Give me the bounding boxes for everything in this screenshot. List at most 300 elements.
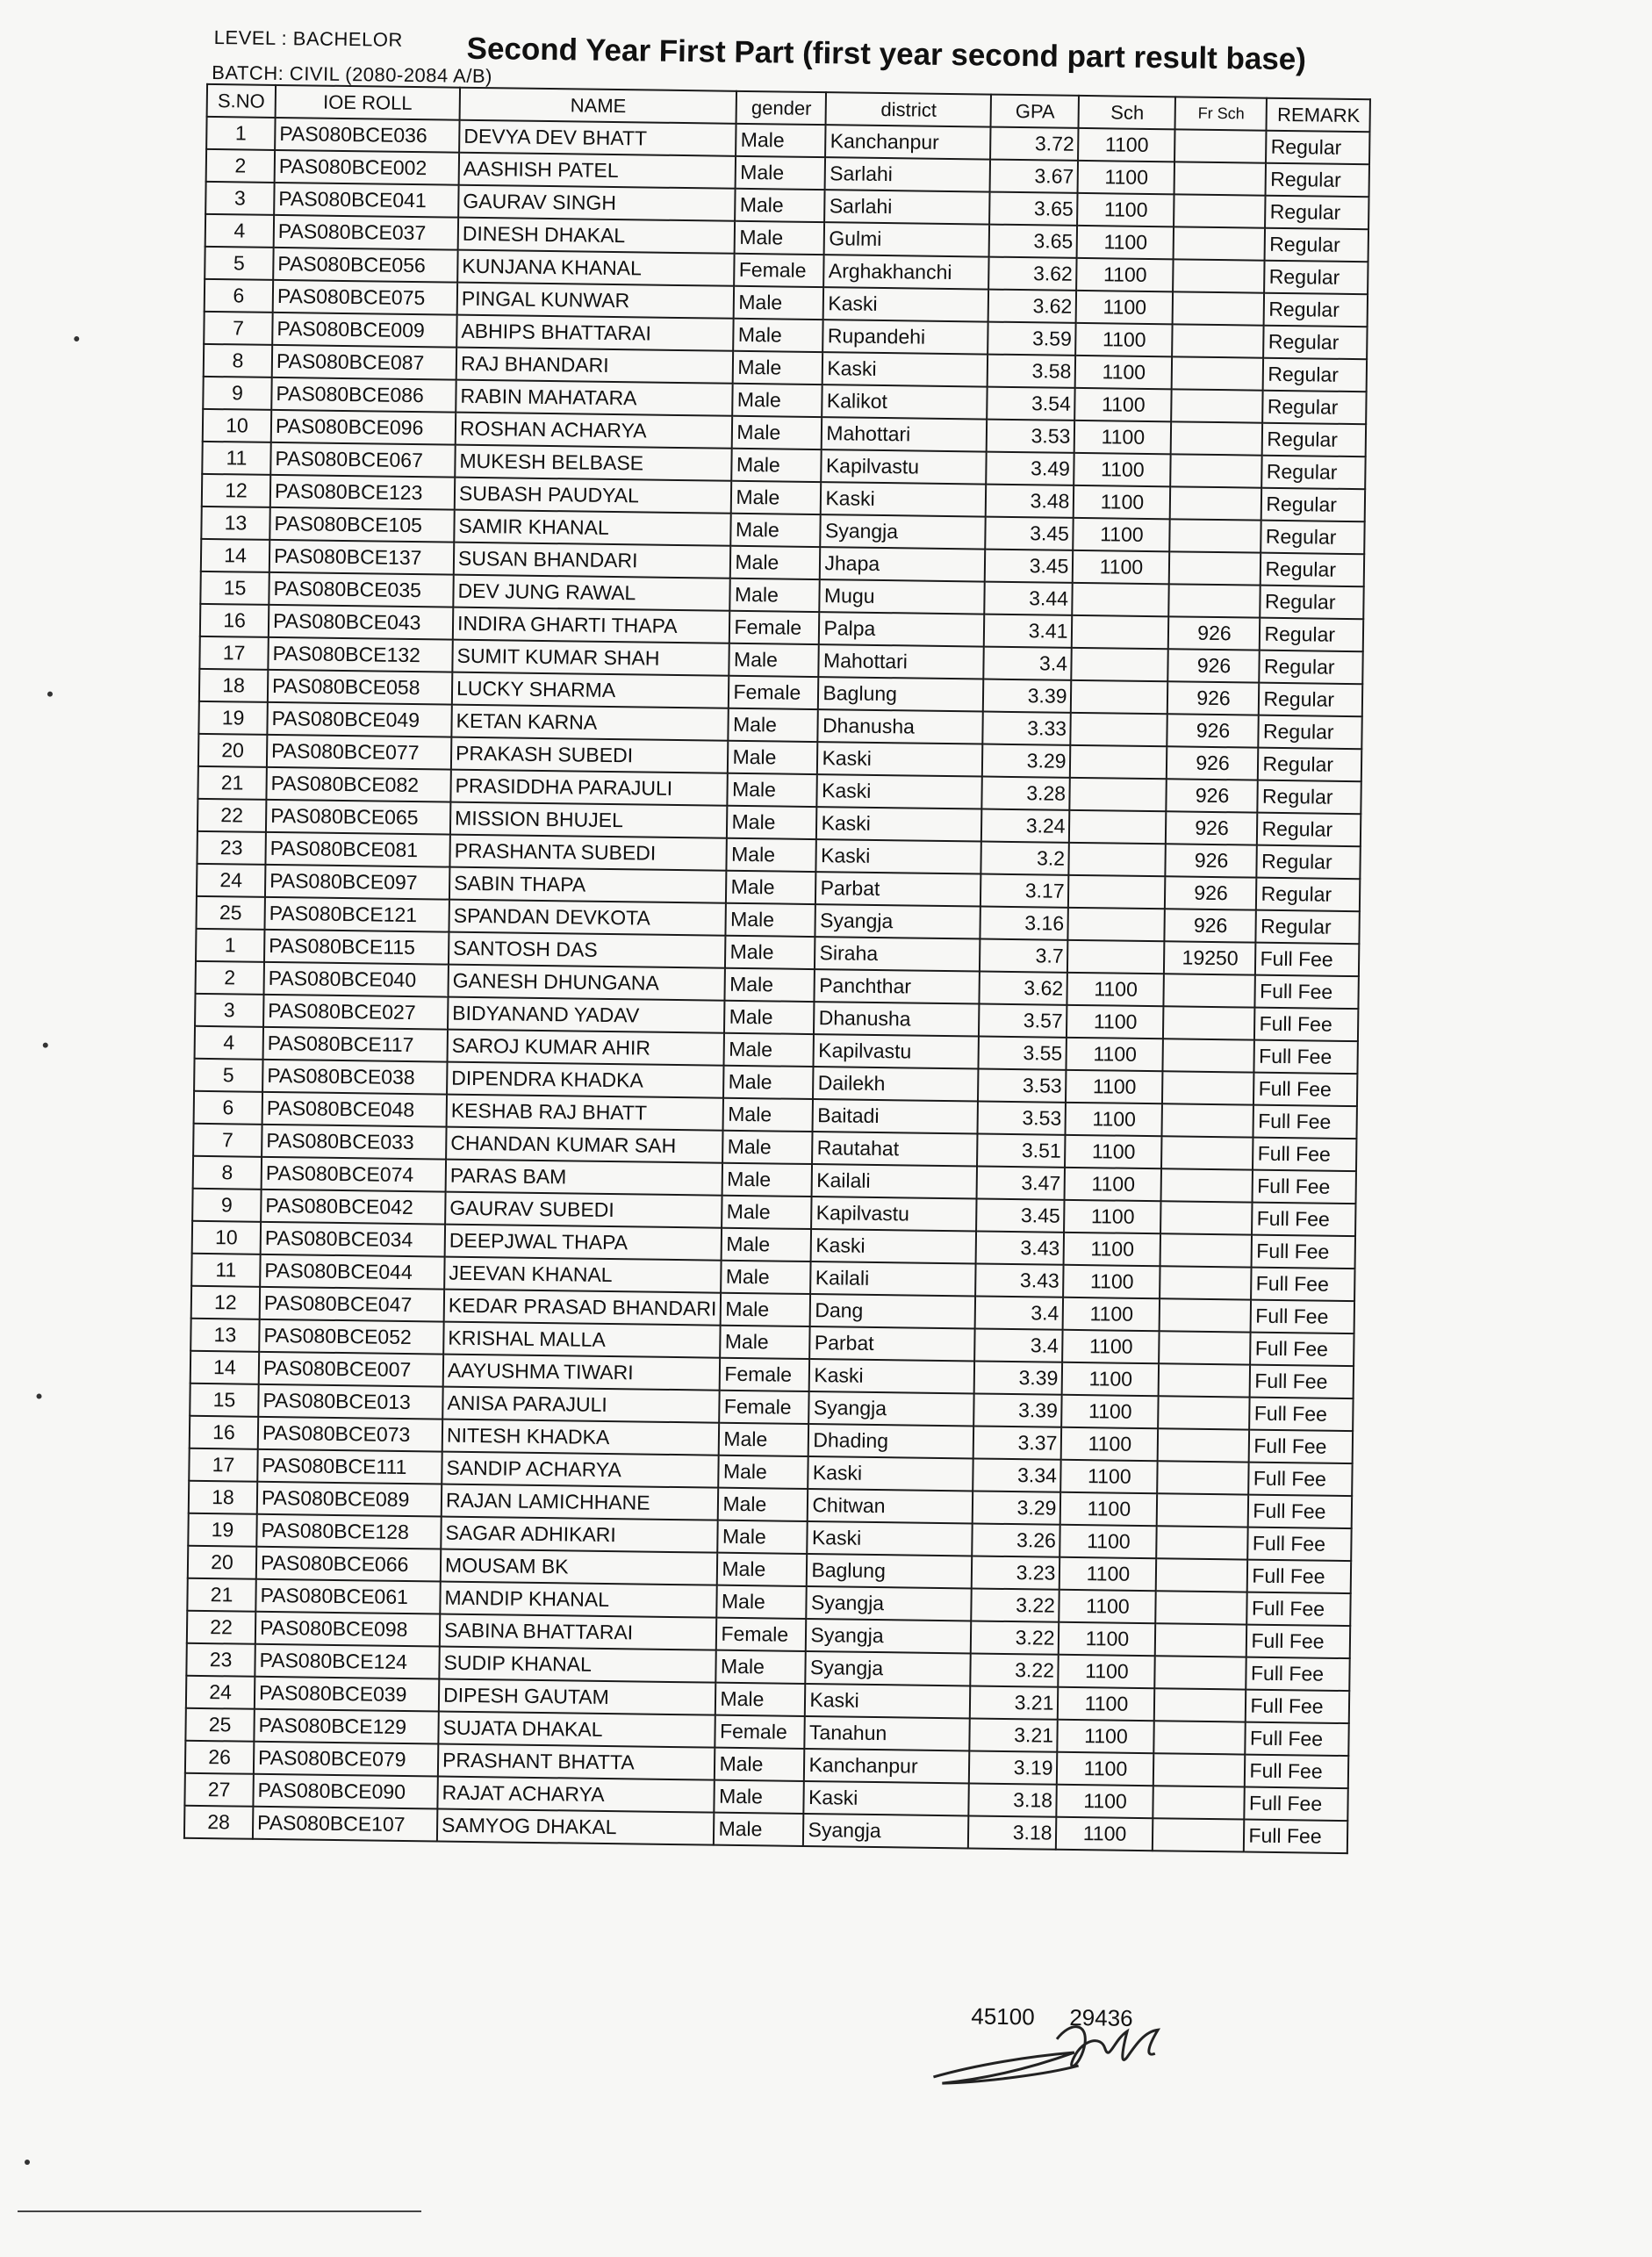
cell-roll: PAS080BCE044 <box>260 1254 444 1290</box>
cell-district: Baglung <box>807 1554 972 1588</box>
cell-gpa: 3.22 <box>971 1621 1059 1654</box>
cell-remark: Regular <box>1263 391 1367 425</box>
cell-district: Kaski <box>823 287 988 321</box>
cell-remark: Regular <box>1260 651 1363 685</box>
cell-sno: 11 <box>191 1254 260 1287</box>
cell-district: Kaski <box>817 742 982 776</box>
cell-roll: PAS080BCE047 <box>260 1287 444 1322</box>
cell-remark: Regular <box>1261 586 1364 620</box>
cell-roll: PAS080BCE036 <box>275 118 459 153</box>
cell-name: PRASHANT BHATTA <box>438 1744 715 1780</box>
cell-gender: Male <box>721 1293 810 1326</box>
cell-sno: 26 <box>185 1741 254 1774</box>
col-header-roll: IOE ROLL <box>276 85 460 120</box>
cell-gender: Male <box>725 936 815 969</box>
cell-frsch <box>1160 1331 1251 1364</box>
cell-name: DIPENDRA KHADKA <box>447 1062 724 1098</box>
cell-roll: PAS080BCE073 <box>258 1417 442 1452</box>
cell-roll: PAS080BCE041 <box>274 183 458 218</box>
col-header-district: district <box>826 92 991 126</box>
cell-sno: 23 <box>197 831 265 865</box>
cell-frsch: 926 <box>1167 714 1259 747</box>
cell-gpa: 3.53 <box>987 420 1074 453</box>
cell-roll: PAS080BCE123 <box>270 475 455 510</box>
cell-frsch <box>1174 162 1266 195</box>
cell-frsch <box>1173 291 1264 325</box>
cell-district: Syangja <box>806 1651 971 1686</box>
cell-sno: 15 <box>190 1384 258 1417</box>
cell-gpa: 3.18 <box>969 1783 1057 1816</box>
cell-name: ABHIPS BHATTARAI <box>456 315 734 351</box>
cell-sch <box>1067 940 1164 974</box>
cell-name: RAJAN LAMICHHANE <box>442 1484 719 1520</box>
cell-gender: Female <box>715 1715 805 1749</box>
cell-frsch <box>1173 324 1264 357</box>
cell-sch: 1100 <box>1058 1687 1154 1721</box>
cell-gpa: 3.22 <box>971 1653 1059 1686</box>
cell-district: Kapilvastu <box>822 449 987 484</box>
cell-frsch: 19250 <box>1164 941 1255 974</box>
cell-gender: Male <box>728 741 817 774</box>
cell-sch <box>1068 908 1165 941</box>
cell-name: SAROJ KUMAR AHIR <box>448 1030 725 1066</box>
cell-district: Kaski <box>809 1359 974 1393</box>
cell-sch <box>1072 648 1168 681</box>
cell-gpa: 3.28 <box>982 777 1070 810</box>
cell-sch: 1100 <box>1065 1135 1161 1168</box>
cell-gender: Female <box>729 676 818 709</box>
cell-district: Mahottari <box>819 644 984 679</box>
cell-remark: Regular <box>1266 196 1369 230</box>
cell-sch: 1100 <box>1067 973 1164 1006</box>
cell-district: Rautahat <box>813 1132 978 1166</box>
cell-gpa: 3.62 <box>989 257 1077 291</box>
cell-roll: PAS080BCE009 <box>272 313 456 348</box>
cell-remark: Regular <box>1261 488 1365 522</box>
cell-name: NITESH KHADKA <box>442 1420 720 1456</box>
cell-name: MISSION BHUJEL <box>450 802 728 838</box>
cell-sno: 10 <box>203 409 271 442</box>
cell-roll: PAS080BCE082 <box>266 767 450 802</box>
cell-sno: 24 <box>186 1676 255 1709</box>
cell-name: BIDYANAND YADAV <box>448 997 725 1033</box>
cell-district: Tanahun <box>805 1716 970 1750</box>
cell-gender: Male <box>734 286 823 320</box>
cell-remark: Full Fee <box>1247 1592 1351 1627</box>
cell-gpa: 3.18 <box>968 1815 1056 1849</box>
cell-name: SABINA BHATTARAI <box>440 1614 717 1650</box>
cell-gpa: 3.41 <box>984 615 1072 648</box>
cell-frsch <box>1174 259 1265 292</box>
cell-gpa: 3.51 <box>977 1134 1065 1168</box>
cell-remark: Full Fee <box>1246 1657 1350 1692</box>
cell-gender: Male <box>732 449 822 482</box>
cell-name: PINGAL KUNWAR <box>457 283 735 319</box>
cell-sch: 1100 <box>1076 323 1173 356</box>
cell-frsch <box>1174 129 1266 162</box>
cell-name: KEDAR PRASAD BHANDARI <box>444 1290 722 1326</box>
cell-sno: 6 <box>205 279 273 313</box>
cell-name: DEEPJWAL THAPA <box>445 1225 722 1261</box>
cell-district: Kapilvastu <box>814 1034 979 1068</box>
cell-frsch <box>1174 194 1266 227</box>
cell-gpa: 3.62 <box>980 972 1067 1005</box>
cell-remark: Full Fee <box>1255 975 1359 1010</box>
cell-name: RABIN MAHATARA <box>456 380 733 416</box>
cell-frsch: 926 <box>1166 844 1257 877</box>
cell-district: Baglung <box>818 677 983 711</box>
cell-roll: PAS080BCE007 <box>259 1352 443 1387</box>
cell-name: AAYUSHMA TIWARI <box>443 1355 721 1391</box>
cell-sch: 1100 <box>1059 1557 1156 1591</box>
cell-gpa: 3.4 <box>975 1328 1063 1362</box>
cell-gender: Male <box>715 1683 805 1716</box>
cell-remark: Full Fee <box>1245 1755 1348 1789</box>
cell-gpa: 3.47 <box>977 1167 1065 1200</box>
cell-name: RAJAT ACHARYA <box>437 1777 715 1813</box>
cell-sno: 21 <box>187 1578 255 1612</box>
cell-gender: Male <box>732 416 822 449</box>
cell-frsch <box>1169 584 1261 617</box>
cell-gender: Male <box>717 1553 807 1586</box>
cell-sno: 17 <box>199 636 268 670</box>
cell-name: DEV JUNG RAWAL <box>453 575 730 611</box>
cell-remark: Regular <box>1256 878 1360 912</box>
cell-remark: Full Fee <box>1249 1463 1353 1497</box>
footer-rule <box>18 2210 421 2212</box>
cell-sch: 1100 <box>1060 1492 1157 1526</box>
cell-gender: Male <box>722 1261 811 1294</box>
cell-gpa: 3.21 <box>970 1718 1058 1751</box>
cell-gpa: 3.19 <box>969 1750 1057 1784</box>
cell-sch: 1100 <box>1056 1817 1153 1851</box>
cell-remark: Regular <box>1262 456 1366 490</box>
cell-sno: 7 <box>204 312 272 345</box>
cell-frsch: 926 <box>1165 909 1256 942</box>
cell-frsch <box>1156 1591 1247 1624</box>
cell-gpa: 3.59 <box>988 322 1076 356</box>
cell-sno: 27 <box>184 1773 253 1807</box>
cell-sno: 7 <box>193 1124 262 1157</box>
cell-district: Parbat <box>815 872 980 906</box>
cell-gender: Male <box>731 514 821 547</box>
cell-sno: 22 <box>198 799 266 832</box>
cell-gender: Male <box>722 1196 812 1229</box>
cell-frsch <box>1162 1071 1253 1104</box>
cell-remark: Full Fee <box>1248 1527 1352 1562</box>
cell-roll: PAS080BCE052 <box>259 1319 443 1355</box>
cell-district: Kaski <box>804 1781 969 1815</box>
level-label: LEVEL : BACHELOR <box>213 26 403 51</box>
cell-sno: 4 <box>205 214 274 248</box>
cell-district: Jhapa <box>820 547 985 581</box>
cell-remark: Full Fee <box>1250 1365 1354 1399</box>
cell-remark: Full Fee <box>1245 1787 1348 1822</box>
cell-frsch <box>1153 1753 1245 1786</box>
cell-sch: 1100 <box>1074 420 1171 454</box>
cell-district: Kaski <box>822 352 988 386</box>
cell-district: Kaski <box>808 1521 973 1556</box>
cell-gender: Male <box>718 1488 808 1521</box>
cell-name: MOUSAM BK <box>441 1549 718 1585</box>
cell-frsch <box>1160 1298 1251 1332</box>
cell-gender: Male <box>724 1001 814 1034</box>
cell-roll: PAS080BCE124 <box>255 1644 439 1679</box>
cell-frsch <box>1164 974 1255 1007</box>
cell-name: GAURAV SUBEDI <box>445 1192 722 1228</box>
cell-roll: PAS080BCE075 <box>273 280 457 315</box>
cell-district: Dailekh <box>813 1067 978 1101</box>
cell-gender: Male <box>725 968 815 1002</box>
cell-remark: Regular <box>1261 553 1364 587</box>
cell-sno: 23 <box>186 1643 255 1677</box>
cell-roll: PAS080BCE067 <box>270 442 455 478</box>
cell-frsch <box>1153 1818 1244 1851</box>
cell-gpa: 3.48 <box>986 485 1074 518</box>
cell-remark: Regular <box>1258 780 1361 815</box>
cell-frsch: 926 <box>1166 811 1257 845</box>
cell-gender: Male <box>734 319 823 352</box>
cell-gender: Male <box>727 806 816 839</box>
cell-gender: Male <box>729 708 818 742</box>
cell-gender: Male <box>726 871 815 904</box>
scan-speck <box>25 2160 30 2165</box>
cell-remark: Full Fee <box>1254 1008 1358 1042</box>
cell-district: Panchthar <box>815 969 980 1003</box>
cell-sno: 1 <box>206 117 275 150</box>
cell-remark: Full Fee <box>1252 1203 1355 1237</box>
cell-gpa: 3.4 <box>975 1296 1063 1329</box>
cell-sno: 24 <box>197 864 265 897</box>
cell-frsch <box>1172 356 1263 390</box>
cell-sno: 15 <box>200 571 269 605</box>
cell-district: Syangja <box>807 1586 972 1621</box>
cell-frsch <box>1158 1428 1249 1462</box>
col-header-remark: REMARK <box>1267 98 1370 133</box>
cell-name: SUJATA DHAKAL <box>438 1712 715 1748</box>
cell-gender: Female <box>720 1358 809 1391</box>
cell-remark: Regular <box>1257 813 1361 847</box>
cell-remark: Full Fee <box>1253 1073 1357 1107</box>
cell-gender: Male <box>736 189 825 222</box>
cell-district: Kaski <box>805 1684 970 1718</box>
cell-sno: 21 <box>198 766 266 800</box>
cell-sch: 1100 <box>1059 1655 1155 1688</box>
cell-name: CHANDAN KUMAR SAH <box>446 1127 723 1163</box>
cell-roll: PAS080BCE132 <box>268 637 452 672</box>
cell-gpa: 3.65 <box>990 192 1078 226</box>
cell-name: KUNJANA KHANAL <box>457 250 735 286</box>
cell-sch <box>1069 843 1166 876</box>
cell-name: GANESH DHUNGANA <box>448 965 725 1001</box>
cell-remark: Regular <box>1265 228 1368 262</box>
cell-district: Kaski <box>816 807 981 841</box>
cell-roll: PAS080BCE048 <box>262 1092 447 1127</box>
cell-gender: Female <box>729 611 819 644</box>
cell-name: SUSAN BHANDARI <box>454 543 731 579</box>
cell-district: Chitwan <box>808 1489 973 1523</box>
cell-sno: 25 <box>185 1708 254 1742</box>
cell-name: DEVYA DEV BHATT <box>459 120 736 156</box>
cell-district: Kaski <box>817 774 982 809</box>
cell-gender: Male <box>731 481 821 514</box>
cell-sch: 1100 <box>1077 226 1174 259</box>
cell-remark: Full Fee <box>1253 1138 1356 1172</box>
cell-gpa: 3.26 <box>973 1523 1060 1556</box>
cell-gender: Male <box>733 384 822 417</box>
cell-roll: PAS080BCE056 <box>273 248 457 283</box>
batch-label: BATCH: CIVIL (2080-2084 A/B) <box>212 61 493 88</box>
cell-sno: 9 <box>192 1189 261 1222</box>
cell-gpa: 3.24 <box>981 809 1069 843</box>
cell-gender: Male <box>735 221 824 255</box>
col-header-gender: gender <box>736 91 826 125</box>
result-table <box>183 83 1372 1854</box>
cell-remark: Regular <box>1260 618 1363 652</box>
cell-district: Kanchanpur <box>826 125 991 159</box>
cell-remark: Full Fee <box>1255 943 1359 977</box>
cell-gpa: 3.33 <box>983 712 1071 745</box>
cell-gpa: 3.29 <box>982 744 1070 778</box>
cell-roll: PAS080BCE074 <box>262 1157 446 1192</box>
cell-gpa: 3.44 <box>985 582 1073 615</box>
cell-gpa: 3.2 <box>981 842 1069 875</box>
cell-name: DINESH DHAKAL <box>458 218 736 254</box>
cell-gender: Male <box>723 1066 813 1099</box>
cell-sch: 1100 <box>1057 1785 1153 1818</box>
cell-gender: Male <box>724 1033 814 1067</box>
cell-frsch <box>1155 1623 1246 1657</box>
cell-gpa: 3.53 <box>978 1069 1066 1103</box>
cell-sno: 11 <box>202 442 270 475</box>
cell-remark: Full Fee <box>1244 1820 1347 1854</box>
cell-frsch <box>1170 519 1261 552</box>
cell-roll: PAS080BCE043 <box>269 605 453 640</box>
cell-name: RAJ BHANDARI <box>456 348 734 384</box>
cell-district: Kapilvastu <box>812 1197 977 1231</box>
cell-remark: Regular <box>1256 910 1360 945</box>
cell-gpa: 3.72 <box>991 127 1079 161</box>
cell-district: Palpa <box>819 612 984 646</box>
cell-sch <box>1070 778 1167 811</box>
cell-remark: Full Fee <box>1252 1235 1355 1269</box>
scan-speck <box>47 692 53 697</box>
cell-sno: 19 <box>198 701 267 735</box>
cell-gpa: 3.53 <box>978 1102 1066 1135</box>
total-frsch: 29436 <box>1069 2003 1133 2031</box>
cell-gender: Male <box>727 838 816 872</box>
cell-gender: Male <box>719 1423 808 1456</box>
cell-sch: 1100 <box>1059 1590 1156 1623</box>
cell-sch: 1100 <box>1063 1297 1160 1331</box>
cell-frsch <box>1174 226 1265 260</box>
cell-remark: Full Fee <box>1252 1268 1355 1302</box>
total-sch: 45100 <box>971 2002 1035 2031</box>
cell-remark: Regular <box>1263 358 1367 392</box>
cell-district: Dhanusha <box>818 709 983 744</box>
cell-sch: 1100 <box>1061 1460 1158 1493</box>
cell-name: DIPESH GAUTAM <box>439 1679 716 1715</box>
cell-roll: PAS080BCE107 <box>253 1807 437 1842</box>
cell-gender: Male <box>715 1780 804 1814</box>
cell-district: Syangja <box>806 1619 971 1653</box>
cell-gender: Male <box>730 546 820 579</box>
cell-sch <box>1072 615 1168 649</box>
cell-frsch: 926 <box>1168 649 1260 682</box>
cell-gpa: 3.22 <box>972 1588 1059 1621</box>
cell-roll: PAS080BCE061 <box>255 1579 440 1614</box>
cell-roll: PAS080BCE034 <box>261 1222 445 1257</box>
cell-roll: PAS080BCE065 <box>266 800 450 835</box>
cell-sno: 1 <box>196 929 264 962</box>
cell-sno: 18 <box>199 669 268 702</box>
cell-frsch <box>1170 486 1261 520</box>
col-header-frsch: Fr Sch <box>1175 97 1267 130</box>
cell-gpa: 3.43 <box>976 1263 1064 1297</box>
cell-roll: PAS080BCE096 <box>271 410 456 445</box>
cell-gpa: 3.55 <box>979 1037 1067 1070</box>
cell-roll: PAS080BCE066 <box>256 1547 441 1582</box>
cell-sch: 1100 <box>1077 258 1174 291</box>
cell-sch: 1100 <box>1074 485 1170 519</box>
cell-sch <box>1070 745 1167 779</box>
cell-frsch: 926 <box>1165 876 1256 909</box>
cell-sno: 16 <box>190 1416 258 1449</box>
cell-name: PARAS BAM <box>446 1160 723 1196</box>
cell-name: MUKESH BELBASE <box>455 445 732 481</box>
table-body <box>184 117 1370 1853</box>
cell-district: Dang <box>810 1294 975 1328</box>
cell-district: Syangja <box>815 904 980 938</box>
cell-sno: 2 <box>206 149 275 183</box>
cell-gpa: 3.65 <box>989 225 1077 258</box>
cell-remark: Full Fee <box>1254 1040 1358 1075</box>
cell-sch: 1100 <box>1065 1168 1161 1201</box>
col-header-name: NAME <box>460 88 737 124</box>
cell-name: PRAKASH SUBEDI <box>451 737 729 773</box>
cell-gender: Male <box>716 1650 806 1684</box>
cell-frsch <box>1169 551 1261 585</box>
cell-gpa: 3.21 <box>970 1686 1058 1719</box>
cell-frsch: 926 <box>1168 616 1260 650</box>
cell-roll: PAS080BCE097 <box>265 865 449 900</box>
cell-sno: 28 <box>184 1806 253 1839</box>
cell-roll: PAS080BCE039 <box>255 1677 439 1712</box>
cell-sno: 4 <box>195 1026 263 1060</box>
cell-name: MANDIP KHANAL <box>440 1582 717 1618</box>
cell-name: SANTOSH DAS <box>449 932 726 968</box>
cell-roll: PAS080BCE040 <box>264 962 449 997</box>
cell-gpa: 3.62 <box>988 290 1076 323</box>
cell-district: Kaski <box>811 1229 976 1263</box>
cell-frsch <box>1159 1396 1250 1429</box>
cell-district: Dhanusha <box>814 1002 979 1036</box>
cell-frsch <box>1154 1688 1246 1722</box>
cell-gpa: 3.37 <box>973 1426 1061 1459</box>
cell-roll: PAS080BCE121 <box>264 897 449 932</box>
cell-district: Kailali <box>812 1164 977 1198</box>
cell-district: Sarlahi <box>825 157 990 191</box>
cell-frsch <box>1161 1136 1253 1169</box>
cell-remark: Regular <box>1259 683 1362 717</box>
cell-remark: Regular <box>1257 845 1361 880</box>
cell-district: Mahottari <box>822 417 987 451</box>
cell-name: SUBASH PAUDYAL <box>455 478 732 514</box>
cell-roll: PAS080BCE129 <box>254 1709 438 1744</box>
cell-frsch <box>1158 1461 1249 1494</box>
cell-gpa: 3.7 <box>980 939 1067 973</box>
cell-gender: Male <box>719 1456 808 1489</box>
